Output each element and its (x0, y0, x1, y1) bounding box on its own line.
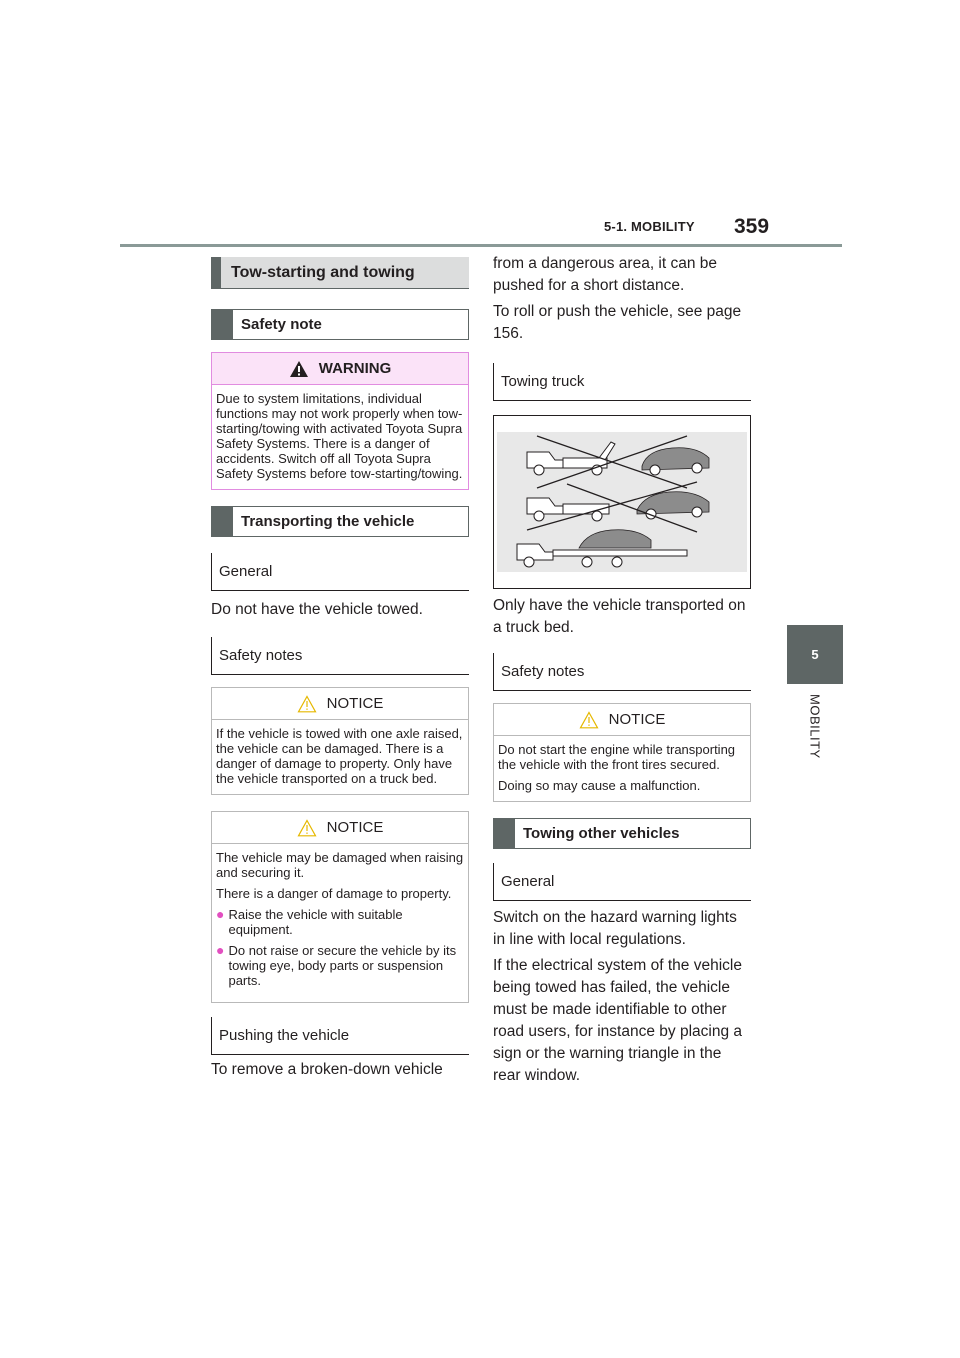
list-item: ● Do not raise or secure the vehicle by its towing eye, body parts or suspension parts. (216, 942, 457, 988)
warning-text: Due to system limitations, individual functions may not work properly when tow-starting/towing with activated Toyota Supra Safety Systems. There is a danger of accidents. Switch off all Toyota Supra Safety Systems before tow-starting/towing. (216, 391, 463, 481)
towing-other-text: Switch on the hazard warning lights in line with local regulations. If the electrical system of the vehicle being towed has failed, the vehicle must be made identifiable to other road users, for instance by placing a sign or the warning triangle in the rear window. (493, 909, 742, 1084)
pushing-continued: from a dangerous area, it can be pushed for a short distance. To roll or push the vehicle, see page 156. (493, 253, 751, 345)
bullet-icon: ● (216, 906, 225, 922)
warning-title: WARNING (318, 360, 392, 377)
notice-box (493, 703, 751, 802)
transport-heading: Transporting the vehicle (211, 506, 469, 537)
caution-icon (579, 711, 599, 729)
section-title: 5-1. MOBILITY (604, 219, 695, 234)
tow-truck-figure (497, 432, 747, 572)
header-rule (120, 244, 842, 247)
notice-title: NOTICE (326, 819, 384, 836)
warning-box (211, 352, 469, 490)
safety-notes-heading: Safety notes (493, 653, 751, 691)
bullet-icon: ● (216, 942, 225, 958)
caution-icon (297, 819, 317, 837)
left-column (211, 257, 469, 1081)
towing-other-heading: Towing other vehicles (493, 818, 751, 849)
notice-text: If the vehicle is towed with one axle raised, the vehicle can be damaged. There is a danger of damage to property. Only have the vehicle transported on a truck bed. (216, 726, 463, 786)
warning-icon (289, 360, 309, 378)
notice-title: NOTICE (608, 711, 666, 728)
towing-illustration (493, 415, 751, 589)
notice-title: NOTICE (326, 695, 384, 712)
notice-text: There is a danger of damage to property. (216, 886, 452, 901)
notice-text: Do not start the engine while transporting the vehicle with the front tires secured. (498, 742, 736, 772)
right-column (493, 253, 751, 1091)
chapter-label: MOBILITY (807, 694, 823, 759)
general-heading: General (493, 863, 751, 901)
towing-truck-heading: Towing truck (493, 363, 751, 401)
notice-box (211, 811, 469, 1003)
safety-notes-heading: Safety notes (211, 637, 469, 675)
page-number: 359 (734, 215, 770, 238)
notice-text: Doing so may cause a malfunction. (498, 778, 701, 793)
list-item: ● Raise the vehicle with suitable equipment. (216, 906, 403, 937)
roll-reference: To roll or push the vehicle, see page 156. (493, 303, 742, 342)
caution-icon (297, 695, 317, 713)
chapter-tab[interactable]: 5 (787, 625, 843, 684)
pushing-text: To remove a broken-down vehicle (211, 1061, 443, 1078)
general-heading: General (211, 553, 469, 591)
notice-text: The vehicle may be damaged when raising and securing it. (216, 850, 464, 880)
main-heading: Tow-starting and towing (211, 257, 469, 289)
pushing-heading: Pushing the vehicle (211, 1017, 469, 1055)
figure-caption: Only have the vehicle transported on a truck bed. (493, 597, 746, 636)
notice-box (211, 687, 469, 795)
safety-note-heading: Safety note (211, 309, 469, 340)
general-text: Do not have the vehicle towed. (211, 601, 423, 618)
